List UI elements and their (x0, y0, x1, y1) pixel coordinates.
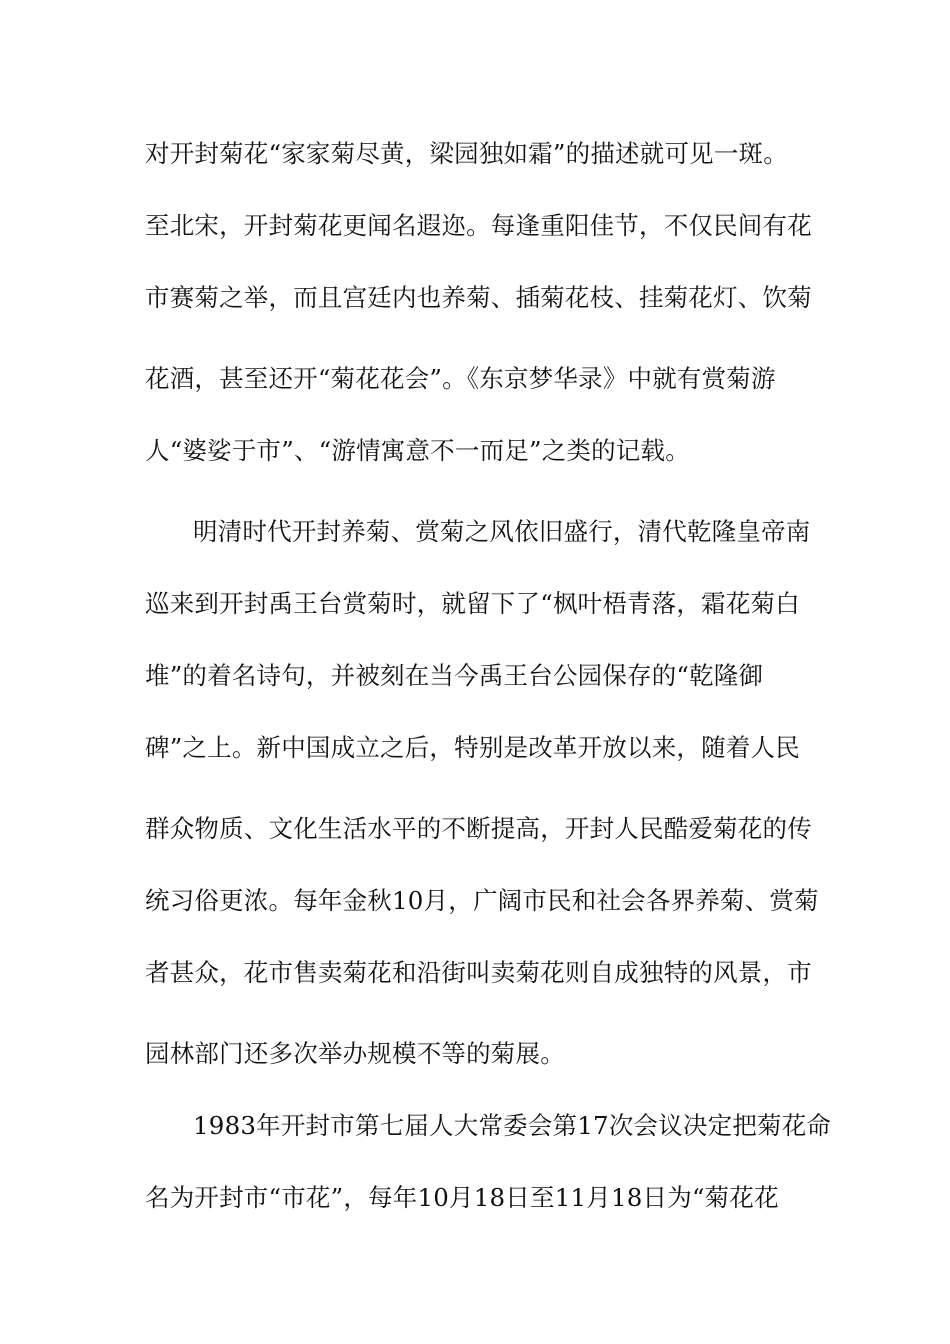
text-line: 至北宋，开封菊花更闻名遐迩。每逢重阳佳节，不仅民间有花 (145, 211, 812, 240)
text-line: 名为开封市“市花”，每年10月18日至11月18日为“菊花花 (145, 1183, 779, 1212)
text-line: 者甚众，花市售卖菊花和沿街叫卖菊花则自成独特的风景，市 (145, 958, 812, 987)
paragraph-first-line: 明清时代开封养菊、赏菊之风依旧盛行，清代乾隆皇帝南 (193, 517, 811, 546)
text-line: 巡来到开封禹王台赏菊时，就留下了“枫叶梧青落，霜花菊白 (145, 589, 800, 618)
text-line: 花酒，甚至还开“菊花花会”。《东京梦华录》中就有赏菊游 (145, 364, 776, 393)
text-line: 对开封菊花“家家菊尽黄，梁园独如霜”的描述就可见一斑。 (145, 139, 788, 168)
text-line: 群众物质、文化生活水平的不断提高，开封人民酷爱菊花的传 (145, 814, 812, 843)
text-line: 碑”之上。新中国成立之后，特别是改革开放以来，随着人民 (145, 733, 800, 762)
paragraph-first-line: 1983年开封市第七届人大常委会第17次会议决定把菊花命 (193, 1111, 832, 1140)
text-line: 市赛菊之举，而且宫廷内也养菊、插菊花枝、挂菊花灯、饮菊 (145, 283, 812, 312)
text-line: 园林部门还多次举办规模不等的菊展。 (145, 1039, 565, 1068)
text-line: 人“婆娑于市”、“游情寓意不一而足”之类的记载。 (145, 436, 690, 465)
text-line: 堆”的着名诗句，并被刻在当今禹王台公园保存的“乾隆御 (145, 661, 764, 690)
text-line: 统习俗更浓。每年金秋10月，广阔市民和社会各界养菊、赏菊 (145, 886, 819, 915)
